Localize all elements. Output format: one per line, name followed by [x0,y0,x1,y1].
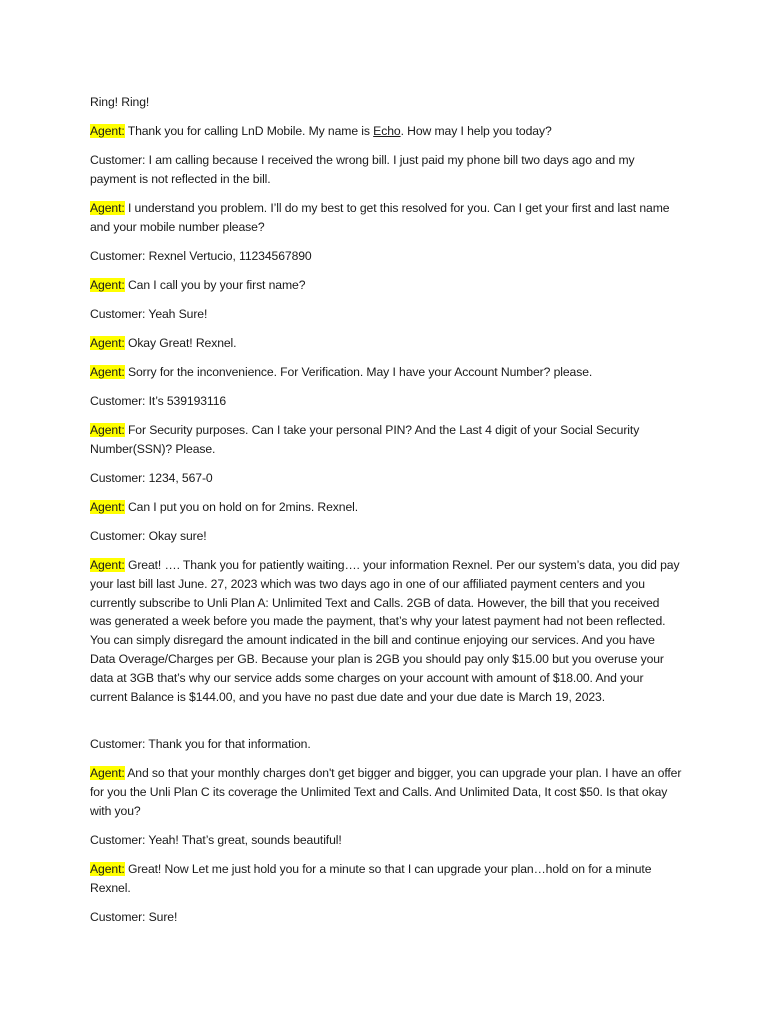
agent-line: Agent: I understand you problem. I’ll do my best to get this resolved for you. Can I get your first and last name and your mobile number please? [90,201,670,234]
agent-label: Agent: [90,336,125,350]
agent-label: Agent: [90,500,125,514]
agent-line: Agent: And so that your monthly charges don't get bigger and bigger, you can upgrade your plan. I have an offer for you the Unli Plan C its coverage the Unlimited Text and Calls. And Unlimited Data, It cost $50. Is that okay with you? [90,766,682,818]
agent-line: Agent: Great! …. Thank you for patiently waiting…. your information Rexnel. Per our system’s data, you did pay your last bill last June. 27, 2023 which was two days ago in one of our affiliated payment centers and you currently subscribe to Unli Plan A: Unlimited Text and Calls. 2GB of data. However, the bill that you received was generated a week before you made the payment, that’s why your latest payment had not been reflected. You can simply disregard the amount indicated in the bill and continue enjoying our services. And you have Data Overage/Charges per GB. Because your plan is 2GB you should pay only $15.00 but you overuse your data at 3GB that’s why our service adds some charges on your account with amount of $18.00. And your current Balance is $144.00, and you have no past due date and your due date is March 19, 2023. [90,558,680,704]
customer-line: Customer: Yeah! That’s great, sounds beautiful! [90,833,342,847]
agent-line: Agent: Thank you for calling LnD Mobile. My name is Echo. How may I help you today? [90,124,552,138]
agent-label: Agent: [90,201,125,215]
customer-line: Customer: Okay sure! [90,529,207,543]
agent-label: Agent: [90,278,125,292]
agent-label: Agent: [90,423,125,437]
customer-line: Customer: I am calling because I received the wrong bill. I just paid my phone bill two days ago and my payment is not reflected in the bill. [90,153,635,186]
agent-line: Agent: Great! Now Let me just hold you for a minute so that I can upgrade your plan…hold on for a minute Rexnel. [90,862,652,895]
agent-line: Agent: Okay Great! Rexnel. [90,336,237,350]
customer-label: Customer: [90,153,146,167]
intro-line: Ring! Ring! [90,95,150,109]
customer-line: Customer: It’s 539193116 [90,394,227,408]
agent-label: Agent: [90,862,125,876]
customer-label: Customer: [90,394,146,408]
customer-label: Customer: [90,471,146,485]
agent-line: Agent: Sorry for the inconvenience. For Verification. May I have your Account Number? please. [90,365,593,379]
customer-label: Customer: [90,737,146,751]
customer-label: Customer: [90,833,146,847]
agent-label: Agent: [90,124,125,138]
customer-line: Customer: Yeah Sure! [90,307,208,321]
customer-label: Customer: [90,249,146,263]
agent-line: Agent: Can I call you by your first name? [90,278,306,292]
agent-name: Echo [373,124,401,138]
agent-label: Agent: [90,766,125,780]
agent-label: Agent: [90,558,125,572]
customer-line: Customer: Thank you for that information. [90,737,311,751]
agent-line: Agent: For Security purposes. Can I take your personal PIN? And the Last 4 digit of your Social Security Number(SSN)? Please. [90,423,640,456]
agent-line: Agent: Can I put you on hold on for 2mins. Rexnel. [90,500,359,514]
customer-label: Customer: [90,529,146,543]
customer-line: Customer: 1234, 567-0 [90,471,213,485]
customer-label: Customer: [90,307,146,321]
customer-line: Customer: Sure! [90,910,178,924]
customer-line: Customer: Rexnel Vertucio, 11234567890 [90,249,312,263]
agent-label: Agent: [90,365,125,379]
customer-label: Customer: [90,910,146,924]
